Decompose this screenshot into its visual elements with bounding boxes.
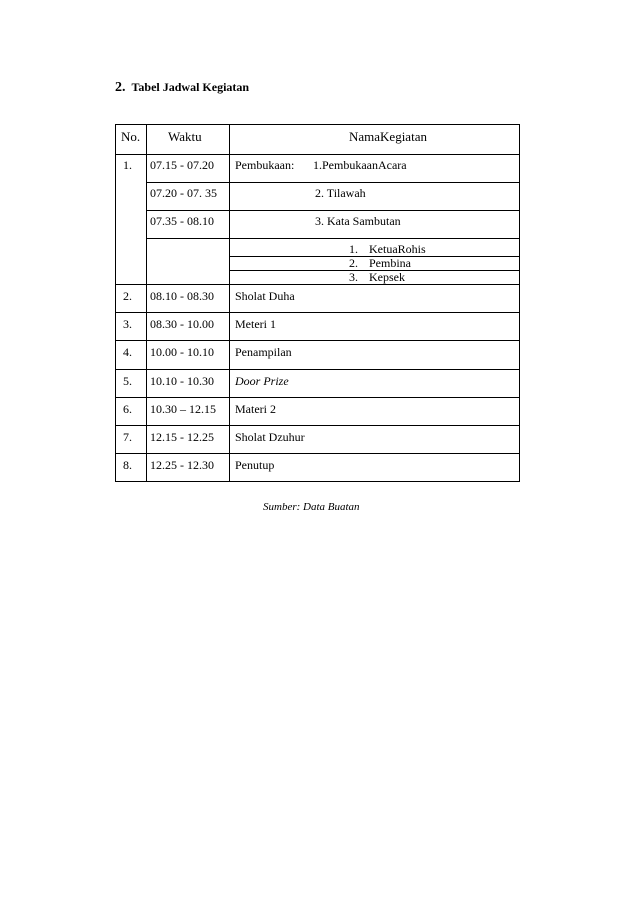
row-divider-open-2 — [146, 210, 519, 211]
cell-kegiatan: Sholat Duha — [235, 289, 295, 303]
cell-kegiatan: Sholat Dzuhur — [235, 430, 305, 444]
cell-no: 7. — [123, 430, 132, 444]
row-divider-2 — [116, 284, 519, 285]
section-title: Tabel Jadwal Kegiatan — [131, 80, 250, 94]
cell-no: 8. — [123, 458, 132, 472]
cell-no: 1. — [123, 158, 132, 172]
cell-kegiatan: Penutup — [235, 458, 275, 472]
row-divider-8 — [116, 453, 519, 454]
cell-waktu: 10.10 - 10.30 — [150, 374, 214, 388]
section-heading — [115, 80, 249, 96]
header-kegiatan: NamaKegiatan — [349, 129, 427, 144]
speaker-num: 3. — [349, 270, 358, 284]
speaker-name: Pembina — [369, 256, 411, 270]
opening-label: Pembukaan: — [235, 158, 295, 172]
speaker-num: 1. — [349, 242, 358, 256]
cell-waktu: 08.30 - 10.00 — [150, 317, 214, 331]
cell-waktu: 12.25 - 12.30 — [150, 458, 214, 472]
cell-kegiatan: 1.PembukaanAcara — [313, 158, 407, 172]
header-no: No. — [121, 129, 141, 144]
speaker-name: Kepsek — [369, 270, 405, 284]
cell-waktu: 07.20 - 07. 35 — [150, 186, 217, 200]
cell-kegiatan: Materi 2 — [235, 402, 276, 416]
cell-waktu: 12.15 - 12.25 — [150, 430, 214, 444]
cell-no: 2. — [123, 289, 132, 303]
row-divider-4 — [116, 340, 519, 341]
schedule-table — [115, 124, 520, 482]
row-divider-header — [116, 154, 519, 155]
cell-kegiatan: Penampilan — [235, 345, 292, 359]
cell-no: 6. — [123, 402, 132, 416]
cell-no: 4. — [123, 345, 132, 359]
row-divider-5 — [116, 369, 519, 370]
col-divider-no — [146, 125, 147, 481]
cell-kegiatan: Door Prize — [235, 374, 289, 388]
cell-no: 3. — [123, 317, 132, 331]
cell-waktu: 07.15 - 07.20 — [150, 158, 214, 172]
cell-kegiatan: Meteri 1 — [235, 317, 276, 331]
cell-no: 5. — [123, 374, 132, 388]
cell-waktu: 10.00 - 10.10 — [150, 345, 214, 359]
speaker-name: KetuaRohis — [369, 242, 426, 256]
cell-waktu: 10.30 – 12.15 — [150, 402, 216, 416]
row-divider-6 — [116, 397, 519, 398]
row-divider-open-3 — [146, 238, 519, 239]
header-waktu: Waktu — [168, 129, 202, 144]
cell-waktu: 07.35 - 08.10 — [150, 214, 214, 228]
table-source-caption: Sumber: Data Buatan — [263, 501, 360, 513]
col-divider-waktu — [229, 125, 230, 481]
cell-kegiatan: 3. Kata Sambutan — [315, 214, 401, 228]
cell-waktu: 08.10 - 08.30 — [150, 289, 214, 303]
speaker-num: 2. — [349, 256, 358, 270]
row-divider-3 — [116, 312, 519, 313]
row-divider-open-1 — [146, 182, 519, 183]
cell-kegiatan: 2. Tilawah — [315, 186, 366, 200]
row-divider-7 — [116, 425, 519, 426]
section-number: 2. — [115, 80, 126, 95]
